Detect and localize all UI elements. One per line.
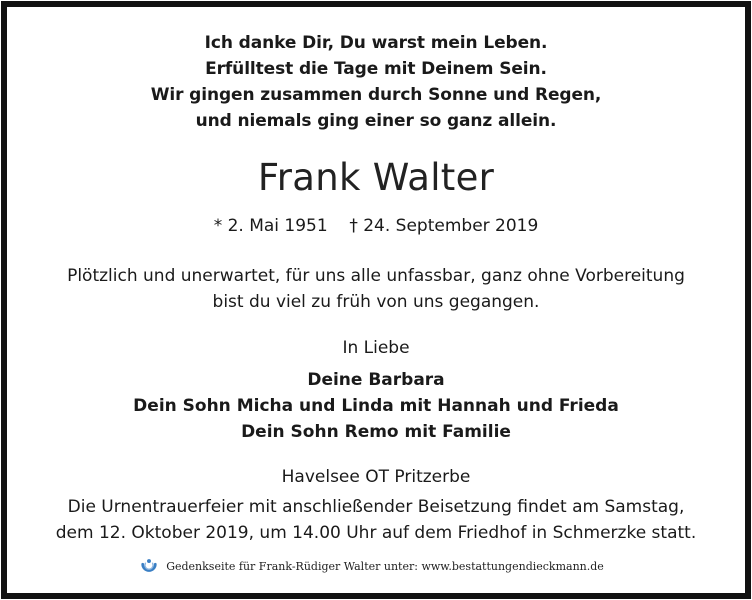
poem-line-1: Ich danke Dir, Du warst mein Leben. — [204, 33, 548, 53]
poem-line-4: und niemals ging einer so ganz allein. — [195, 111, 557, 131]
death-date: † 24. September 2019 — [349, 216, 539, 236]
in-love-label: In Liebe — [342, 338, 410, 358]
birth-date: * 2. Mai 1951 — [213, 216, 328, 236]
ceremony-line-1: Die Urnentrauerfeier mit anschließender Beisetzung findet am Samstag, — [67, 497, 685, 517]
memorial-logo-icon — [140, 557, 158, 575]
memorial-page-link[interactable]: Gedenkseite für Frank-Rüdiger Walter unter: www.bestattungendieckmann.de — [166, 559, 604, 573]
family-line-1: Deine Barbara — [307, 370, 445, 390]
poem-line-3: Wir gingen zusammen durch Sonne und Regen, — [150, 85, 602, 105]
life-dates — [0, 216, 752, 236]
poem-line-2: Erfülltest die Tage mit Deinem Sein. — [205, 59, 547, 79]
memorial-footer — [0, 555, 752, 577]
location-line: Havelsee OT Pritzerbe — [281, 467, 471, 487]
family-line-2: Dein Sohn Micha und Linda mit Hannah und Frieda — [133, 396, 619, 416]
deceased-name: Frank Walter — [257, 156, 495, 199]
message-line-1: Plötzlich und unerwartet, für uns alle unfassbar, ganz ohne Vorbereitung — [67, 266, 685, 286]
family-line-3: Dein Sohn Remo mit Familie — [241, 422, 511, 442]
ceremony-line-2: dem 12. Oktober 2019, um 14.00 Uhr auf dem Friedhof in Schmerzke statt. — [55, 523, 697, 543]
message-line-2: bist du viel zu früh von uns gegangen. — [212, 292, 540, 312]
